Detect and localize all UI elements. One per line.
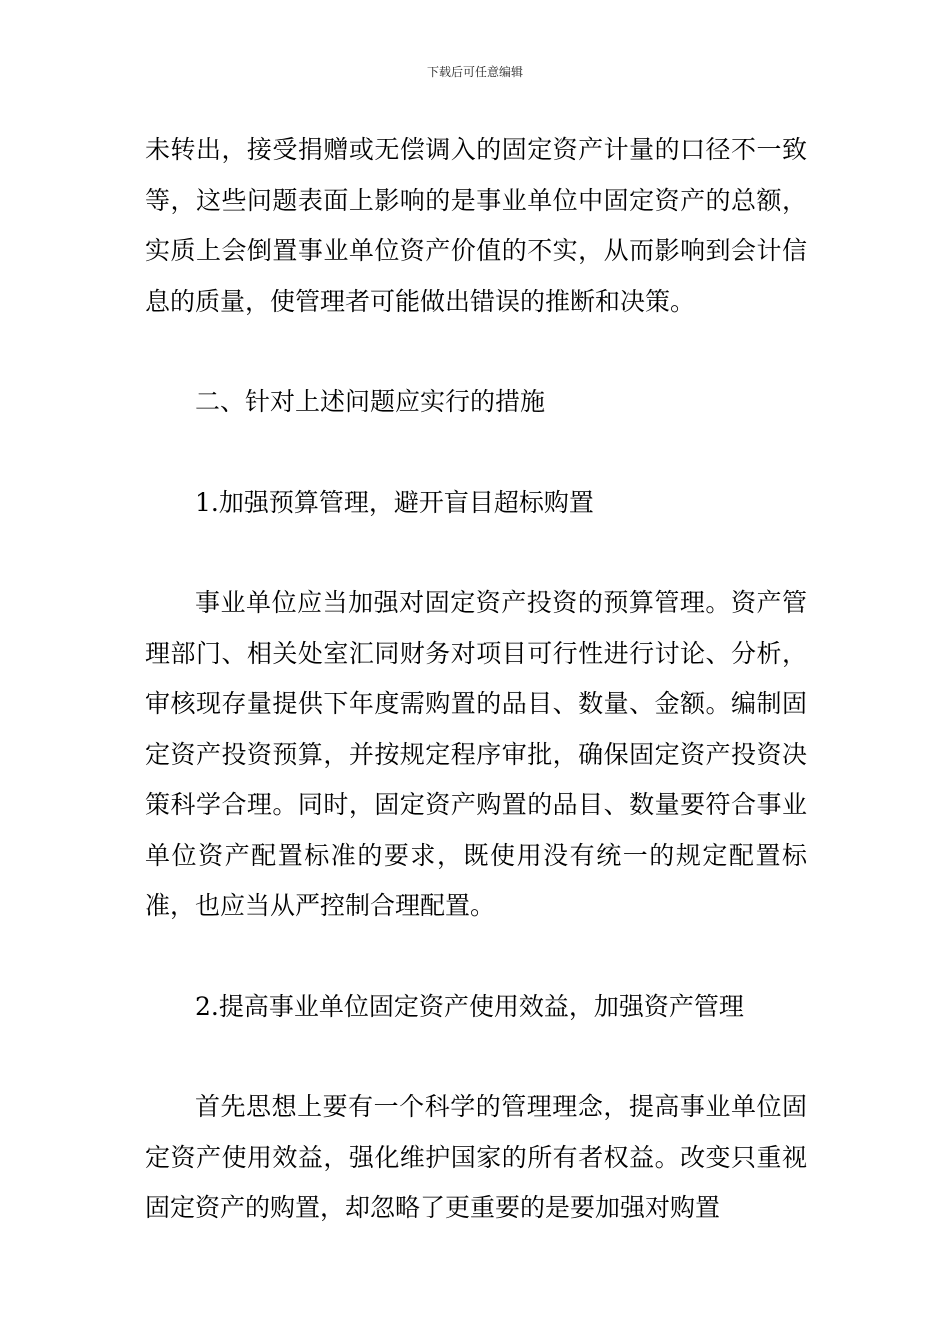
paragraph-continuation: 未转出，接受捐赠或无偿调入的固定资产计量的口径不一致等，这些问题表面上影响的是事业单位中固定资产的总额，实质上会倒置事业单位资产价值的不实，从而影响到会计信息的质量，使管理者可能做出错误的推断和决策。 <box>145 135 807 316</box>
subsection-heading-2: 2.提高事业单位固定资产使用效益，加强资产管理 <box>195 991 744 1021</box>
section-heading: 二、针对上述问题应实行的措施 <box>195 387 546 416</box>
document-body <box>145 125 807 1234</box>
subsection-heading-1: 1.加强预算管理，避开盲目超标购置 <box>195 487 594 517</box>
page-header-note: 下载后可任意编辑 <box>426 65 523 79</box>
paragraph-budget-management: 事业单位应当加强对固定资产投资的预算管理。资产管理部门、相关处室汇同财务对项目可行性进行讨论、分析，审核现存量提供下年度需购置的品目、数量、金额。编制固定资产投资预算，并按规定程序审批，确保固定资产投资决策科学合理。同时，固定资产购置的品目、数量要符合事业单位资产配置标准的要求，既使用没有统一的规定配置标准，也应当从严控制合理配置。 <box>145 588 807 920</box>
paragraph-asset-efficiency: 首先思想上要有一个科学的管理理念，提高事业单位固定资产使用效益，强化维护国家的所有者权益。改变只重视固定资产的购置，却忽略了更重要的是要加强对购置 <box>145 1092 807 1222</box>
